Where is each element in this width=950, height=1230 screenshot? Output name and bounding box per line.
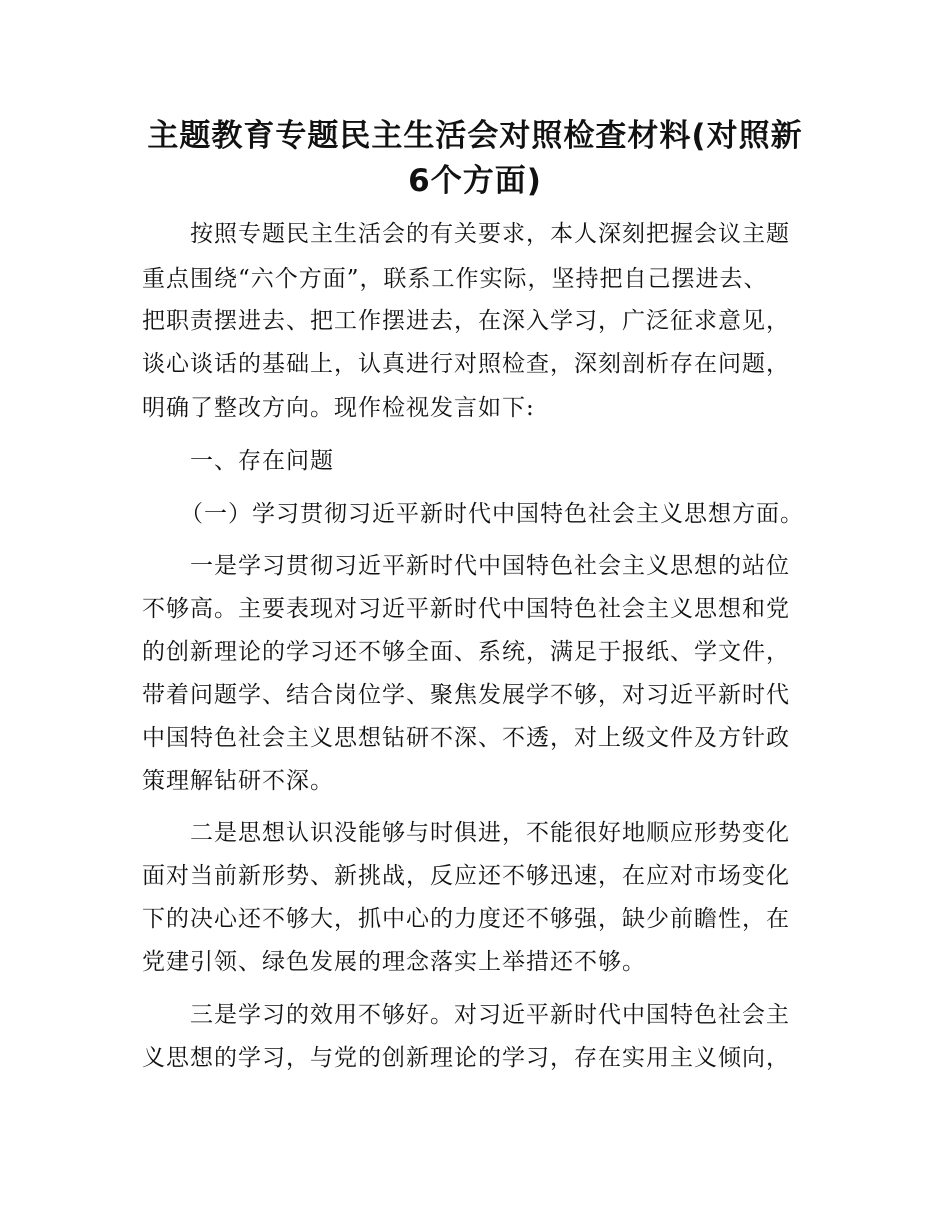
paragraph-line: 带着问题学、结合岗位学、聚焦发展学不够，对习近平新时代 xyxy=(142,682,790,708)
intro-line: 把职责摆进去、把工作摆进去，在深入学习，广泛征求意见， xyxy=(142,308,790,334)
section-heading: 一、存在问题 xyxy=(190,448,334,474)
document-title-line-1: 主题教育专题民主生活会对照检查材料(对照新 xyxy=(147,118,803,154)
paragraph-line: 党建引领、绿色发展的理念落实上举措还不够。 xyxy=(142,949,646,975)
intro-line: 按照专题民主生活会的有关要求，本人深刻把握会议主题 xyxy=(190,221,790,247)
intro-line: 明确了整改方向。现作检视发言如下: xyxy=(142,395,535,421)
paragraph-line: 下的决心还不够大，抓中心的力度还不够强，缺少前瞻性，在 xyxy=(142,906,790,932)
subsection-heading: （一）学习贯彻习近平新时代中国特色社会主义思想方面。 xyxy=(180,501,804,527)
paragraph-line: 面对当前新形势、新挑战，反应还不够迅速，在应对市场变化 xyxy=(142,863,790,889)
intro-line: 重点围绕“六个方面”，联系工作实际，坚持把自己摆进去、 xyxy=(142,266,768,292)
document-title-line-2: 6个方面) xyxy=(408,163,542,199)
paragraph-line: 中国特色社会主义思想钻研不深、不透，对上级文件及方针政 xyxy=(142,725,790,751)
paragraph-line: 义思想的学习，与党的创新理论的学习，存在实用主义倾向， xyxy=(142,1045,790,1071)
paragraph-line: 三是学习的效用不够好。对习近平新时代中国特色社会主 xyxy=(190,1002,790,1028)
paragraph-line: 不够高。主要表现对习近平新时代中国特色社会主义思想和党 xyxy=(142,596,790,622)
intro-line: 谈心谈话的基础上，认真进行对照检查，深刻剖析存在问题， xyxy=(142,351,790,377)
paragraph-line: 策理解钻研不深。 xyxy=(142,768,334,794)
paragraph-line: 二是思想认识没能够与时俱进，不能很好地顺应形势变化 xyxy=(190,820,790,846)
paragraph-line: 的创新理论的学习还不够全面、系统，满足于报纸、学文件， xyxy=(142,639,790,665)
paragraph-line: 一是学习贯彻习近平新时代中国特色社会主义思想的站位 xyxy=(190,553,790,579)
